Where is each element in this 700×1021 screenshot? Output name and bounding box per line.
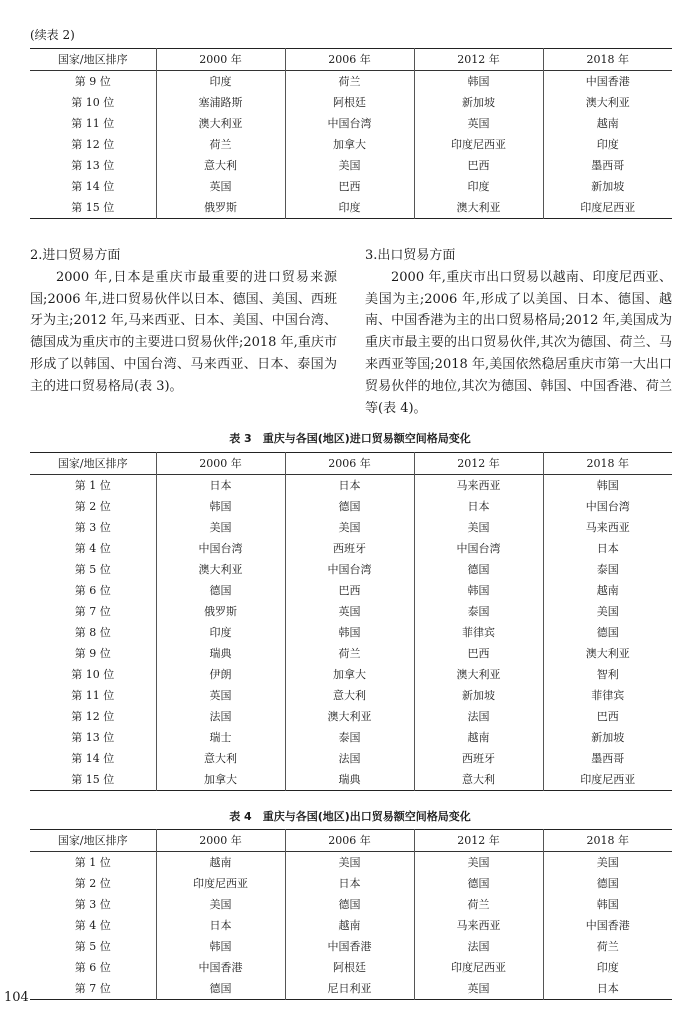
year-2012-cell: 意大利 <box>414 769 543 791</box>
year-2018-cell: 日本 <box>543 538 672 559</box>
rank-cell: 第 6 位 <box>74 961 111 974</box>
year-2006-cell: 德国 <box>285 496 414 517</box>
year-2006-cell: 英国 <box>285 601 414 622</box>
year-2000-cell: 意大利 <box>156 155 285 176</box>
year-2006-cell: 意大利 <box>285 685 414 706</box>
header-2000: 2000 年 <box>156 830 285 852</box>
year-2006-cell: 日本 <box>285 475 414 497</box>
year-2000-cell: 俄罗斯 <box>156 601 285 622</box>
table-row <box>30 155 672 176</box>
rank-cell: 第 3 位 <box>74 521 111 534</box>
year-2006-cell: 日本 <box>285 873 414 894</box>
year-2018-cell: 印度 <box>543 134 672 155</box>
year-2012-cell: 马来西亚 <box>414 915 543 936</box>
year-2018-cell: 澳大利亚 <box>543 643 672 664</box>
year-2006-cell: 越南 <box>285 915 414 936</box>
year-2000-cell: 美国 <box>156 517 285 538</box>
rank-cell: 第 10 位 <box>71 668 115 681</box>
year-2006-cell: 澳大利亚 <box>285 706 414 727</box>
table-row <box>30 475 672 497</box>
rank-cell: 第 10 位 <box>71 96 115 109</box>
rank-cell: 第 3 位 <box>74 898 111 911</box>
year-2006-cell: 德国 <box>285 894 414 915</box>
table-row <box>30 134 672 155</box>
year-2018-cell: 荷兰 <box>543 936 672 957</box>
rank-cell: 第 15 位 <box>71 201 115 214</box>
year-2000-cell: 伊朗 <box>156 664 285 685</box>
year-2006-cell: 荷兰 <box>285 643 414 664</box>
year-2012-cell: 日本 <box>414 496 543 517</box>
year-2018-cell: 美国 <box>543 852 672 874</box>
table-row <box>30 852 672 874</box>
table-header-row <box>30 830 672 852</box>
year-2000-cell: 中国香港 <box>156 957 285 978</box>
header-2000: 2000 年 <box>156 49 285 71</box>
table-row <box>30 957 672 978</box>
page-number: 104 <box>4 990 29 1005</box>
year-2012-cell: 马来西亚 <box>414 475 543 497</box>
year-2012-cell: 美国 <box>414 517 543 538</box>
table-row <box>30 496 672 517</box>
year-2000-cell: 荷兰 <box>156 134 285 155</box>
table-row <box>30 664 672 685</box>
year-2018-cell: 中国香港 <box>543 915 672 936</box>
header-2012: 2012 年 <box>414 453 543 475</box>
year-2018-cell: 菲律宾 <box>543 685 672 706</box>
year-2012-cell: 荷兰 <box>414 894 543 915</box>
year-2006-cell: 西班牙 <box>285 538 414 559</box>
year-2012-cell: 越南 <box>414 727 543 748</box>
year-2000-cell: 日本 <box>156 475 285 497</box>
table-row <box>30 685 672 706</box>
table-row <box>30 769 672 791</box>
year-2018-cell: 越南 <box>543 113 672 134</box>
header-rank: 国家/地区排序 <box>57 457 128 470</box>
rank-cell: 第 6 位 <box>74 584 111 597</box>
year-2012-cell: 新加坡 <box>414 92 543 113</box>
header-rank: 国家/地区排序 <box>57 53 128 66</box>
year-2000-cell: 日本 <box>156 915 285 936</box>
rank-cell: 第 9 位 <box>74 75 111 88</box>
rank-cell: 第 15 位 <box>71 773 115 786</box>
table-header-row <box>30 49 672 71</box>
table-row <box>30 71 672 93</box>
rank-cell: 第 5 位 <box>74 563 111 576</box>
table-row <box>30 978 672 1000</box>
year-2000-cell: 塞浦路斯 <box>156 92 285 113</box>
year-2012-cell: 印度尼西亚 <box>414 957 543 978</box>
table-row <box>30 559 672 580</box>
header-2012: 2012 年 <box>414 49 543 71</box>
year-2006-cell: 巴西 <box>285 580 414 601</box>
year-2006-cell: 美国 <box>285 517 414 538</box>
year-2018-cell: 印度 <box>543 957 672 978</box>
year-2018-cell: 德国 <box>543 873 672 894</box>
header-rank: 国家/地区排序 <box>57 834 128 847</box>
year-2018-cell: 德国 <box>543 622 672 643</box>
year-2000-cell: 瑞士 <box>156 727 285 748</box>
year-2018-cell: 墨西哥 <box>543 748 672 769</box>
table-row <box>30 517 672 538</box>
year-2000-cell: 意大利 <box>156 748 285 769</box>
year-2000-cell: 印度尼西亚 <box>156 873 285 894</box>
rank-cell: 第 14 位 <box>71 180 115 193</box>
year-2012-cell: 泰国 <box>414 601 543 622</box>
year-2012-cell: 法国 <box>414 706 543 727</box>
year-2012-cell: 巴西 <box>414 643 543 664</box>
year-2018-cell: 马来西亚 <box>543 517 672 538</box>
rank-cell: 第 2 位 <box>74 500 111 513</box>
continued-table-label: (续表 2) <box>30 28 75 42</box>
rank-cell: 第 7 位 <box>74 605 111 618</box>
table-4-export <box>30 829 672 1000</box>
import-section-body: 2000 年,日本是重庆市最重要的进口贸易来源国;2006 年,进口贸易伙伴以日本、德国、美国、西班牙为主;2012 年,马来西亚、日本、美国、中国台湾、德国成为重庆市的主要进口贸易伙伴;2018 年,重庆市形成了以韩国、中国台湾、马来西亚、日本、泰国为主的进口贸易格局(表 3)。 <box>30 269 337 394</box>
year-2018-cell: 巴西 <box>543 706 672 727</box>
table-row <box>30 538 672 559</box>
table-row <box>30 727 672 748</box>
import-trade-section <box>30 245 337 398</box>
year-2000-cell: 德国 <box>156 978 285 1000</box>
import-section-heading: 2.进口贸易方面 <box>30 248 121 263</box>
year-2000-cell: 德国 <box>156 580 285 601</box>
year-2018-cell: 墨西哥 <box>543 155 672 176</box>
year-2006-cell: 巴西 <box>285 176 414 197</box>
year-2012-cell: 德国 <box>414 559 543 580</box>
table-3-caption: 表 3 重庆与各国(地区)进口贸易额空间格局变化 <box>229 432 471 445</box>
table-3-import <box>30 452 672 791</box>
year-2012-cell: 菲律宾 <box>414 622 543 643</box>
table-row <box>30 748 672 769</box>
year-2006-cell: 荷兰 <box>285 71 414 93</box>
rank-cell: 第 11 位 <box>71 117 115 130</box>
year-2000-cell: 法国 <box>156 706 285 727</box>
year-2012-cell: 韩国 <box>414 71 543 93</box>
table-2-continued <box>30 48 672 219</box>
year-2006-cell: 中国台湾 <box>285 113 414 134</box>
year-2006-cell: 印度 <box>285 197 414 219</box>
table-row <box>30 92 672 113</box>
year-2018-cell: 中国香港 <box>543 71 672 93</box>
table-row <box>30 894 672 915</box>
year-2000-cell: 韩国 <box>156 936 285 957</box>
year-2000-cell: 美国 <box>156 894 285 915</box>
table-4-caption: 表 4 重庆与各国(地区)出口贸易额空间格局变化 <box>229 810 471 823</box>
year-2012-cell: 印度尼西亚 <box>414 134 543 155</box>
year-2018-cell: 新加坡 <box>543 176 672 197</box>
year-2018-cell: 日本 <box>543 978 672 1000</box>
year-2006-cell: 阿根廷 <box>285 92 414 113</box>
export-trade-section <box>365 245 672 419</box>
rank-cell: 第 9 位 <box>74 647 111 660</box>
year-2000-cell: 澳大利亚 <box>156 559 285 580</box>
rank-cell: 第 12 位 <box>71 710 115 723</box>
year-2000-cell: 瑞典 <box>156 643 285 664</box>
year-2012-cell: 韩国 <box>414 580 543 601</box>
year-2000-cell: 英国 <box>156 176 285 197</box>
header-2006: 2006 年 <box>285 830 414 852</box>
header-2018: 2018 年 <box>543 453 672 475</box>
year-2012-cell: 英国 <box>414 978 543 1000</box>
year-2000-cell: 韩国 <box>156 496 285 517</box>
table-row <box>30 643 672 664</box>
table-row <box>30 706 672 727</box>
year-2018-cell: 韩国 <box>543 475 672 497</box>
year-2018-cell: 韩国 <box>543 894 672 915</box>
year-2012-cell: 法国 <box>414 936 543 957</box>
year-2012-cell: 澳大利亚 <box>414 197 543 219</box>
table-row <box>30 936 672 957</box>
year-2000-cell: 俄罗斯 <box>156 197 285 219</box>
header-2006: 2006 年 <box>285 49 414 71</box>
year-2018-cell: 澳大利亚 <box>543 92 672 113</box>
year-2000-cell: 加拿大 <box>156 769 285 791</box>
year-2000-cell: 中国台湾 <box>156 538 285 559</box>
table-header-row <box>30 453 672 475</box>
year-2000-cell: 英国 <box>156 685 285 706</box>
year-2012-cell: 印度 <box>414 176 543 197</box>
table-row <box>30 176 672 197</box>
table-row <box>30 622 672 643</box>
rank-cell: 第 7 位 <box>74 982 111 995</box>
year-2012-cell: 美国 <box>414 852 543 874</box>
rank-cell: 第 1 位 <box>74 479 111 492</box>
year-2000-cell: 澳大利亚 <box>156 113 285 134</box>
rank-cell: 第 14 位 <box>71 752 115 765</box>
rank-cell: 第 5 位 <box>74 940 111 953</box>
export-section-body: 2000 年,重庆市出口贸易以越南、印度尼西亚、美国为主;2006 年,形成了以美国、日本、德国、越南、中国香港为主的出口贸易格局;2012 年,美国成为重庆市最主要的出口贸易伙伴,其次为德国、荷兰、马来西亚等国;2018 年,美国依然稳居重庆市第一大出口贸易伙伴的地位,其次为德国、韩国、中国香港、荷兰等(表 4)。 <box>365 269 672 416</box>
year-2012-cell: 澳大利亚 <box>414 664 543 685</box>
year-2018-cell: 中国台湾 <box>543 496 672 517</box>
year-2006-cell: 法国 <box>285 748 414 769</box>
header-2000: 2000 年 <box>156 453 285 475</box>
year-2006-cell: 美国 <box>285 852 414 874</box>
year-2012-cell: 英国 <box>414 113 543 134</box>
year-2018-cell: 越南 <box>543 580 672 601</box>
year-2012-cell: 西班牙 <box>414 748 543 769</box>
table-row <box>30 113 672 134</box>
year-2012-cell: 新加坡 <box>414 685 543 706</box>
year-2006-cell: 瑞典 <box>285 769 414 791</box>
year-2000-cell: 印度 <box>156 71 285 93</box>
year-2006-cell: 中国台湾 <box>285 559 414 580</box>
header-2018: 2018 年 <box>543 830 672 852</box>
year-2006-cell: 加拿大 <box>285 134 414 155</box>
year-2018-cell: 泰国 <box>543 559 672 580</box>
year-2012-cell: 巴西 <box>414 155 543 176</box>
year-2018-cell: 美国 <box>543 601 672 622</box>
rank-cell: 第 4 位 <box>74 919 111 932</box>
year-2000-cell: 越南 <box>156 852 285 874</box>
table-row <box>30 915 672 936</box>
year-2006-cell: 中国香港 <box>285 936 414 957</box>
header-2018: 2018 年 <box>543 49 672 71</box>
rank-cell: 第 2 位 <box>74 877 111 890</box>
year-2006-cell: 阿根廷 <box>285 957 414 978</box>
table-row <box>30 197 672 219</box>
year-2018-cell: 印度尼西亚 <box>543 769 672 791</box>
year-2006-cell: 尼日利亚 <box>285 978 414 1000</box>
year-2012-cell: 德国 <box>414 873 543 894</box>
year-2018-cell: 智利 <box>543 664 672 685</box>
rank-cell: 第 12 位 <box>71 138 115 151</box>
year-2006-cell: 泰国 <box>285 727 414 748</box>
header-2012: 2012 年 <box>414 830 543 852</box>
year-2018-cell: 印度尼西亚 <box>543 197 672 219</box>
rank-cell: 第 4 位 <box>74 542 111 555</box>
year-2000-cell: 印度 <box>156 622 285 643</box>
rank-cell: 第 8 位 <box>74 626 111 639</box>
year-2006-cell: 美国 <box>285 155 414 176</box>
table-row <box>30 580 672 601</box>
header-2006: 2006 年 <box>285 453 414 475</box>
rank-cell: 第 11 位 <box>71 689 115 702</box>
table-row <box>30 873 672 894</box>
table-row <box>30 601 672 622</box>
year-2006-cell: 韩国 <box>285 622 414 643</box>
rank-cell: 第 1 位 <box>74 856 111 869</box>
year-2012-cell: 中国台湾 <box>414 538 543 559</box>
export-section-heading: 3.出口贸易方面 <box>365 248 456 263</box>
rank-cell: 第 13 位 <box>71 731 115 744</box>
rank-cell: 第 13 位 <box>71 159 115 172</box>
year-2006-cell: 加拿大 <box>285 664 414 685</box>
year-2018-cell: 新加坡 <box>543 727 672 748</box>
